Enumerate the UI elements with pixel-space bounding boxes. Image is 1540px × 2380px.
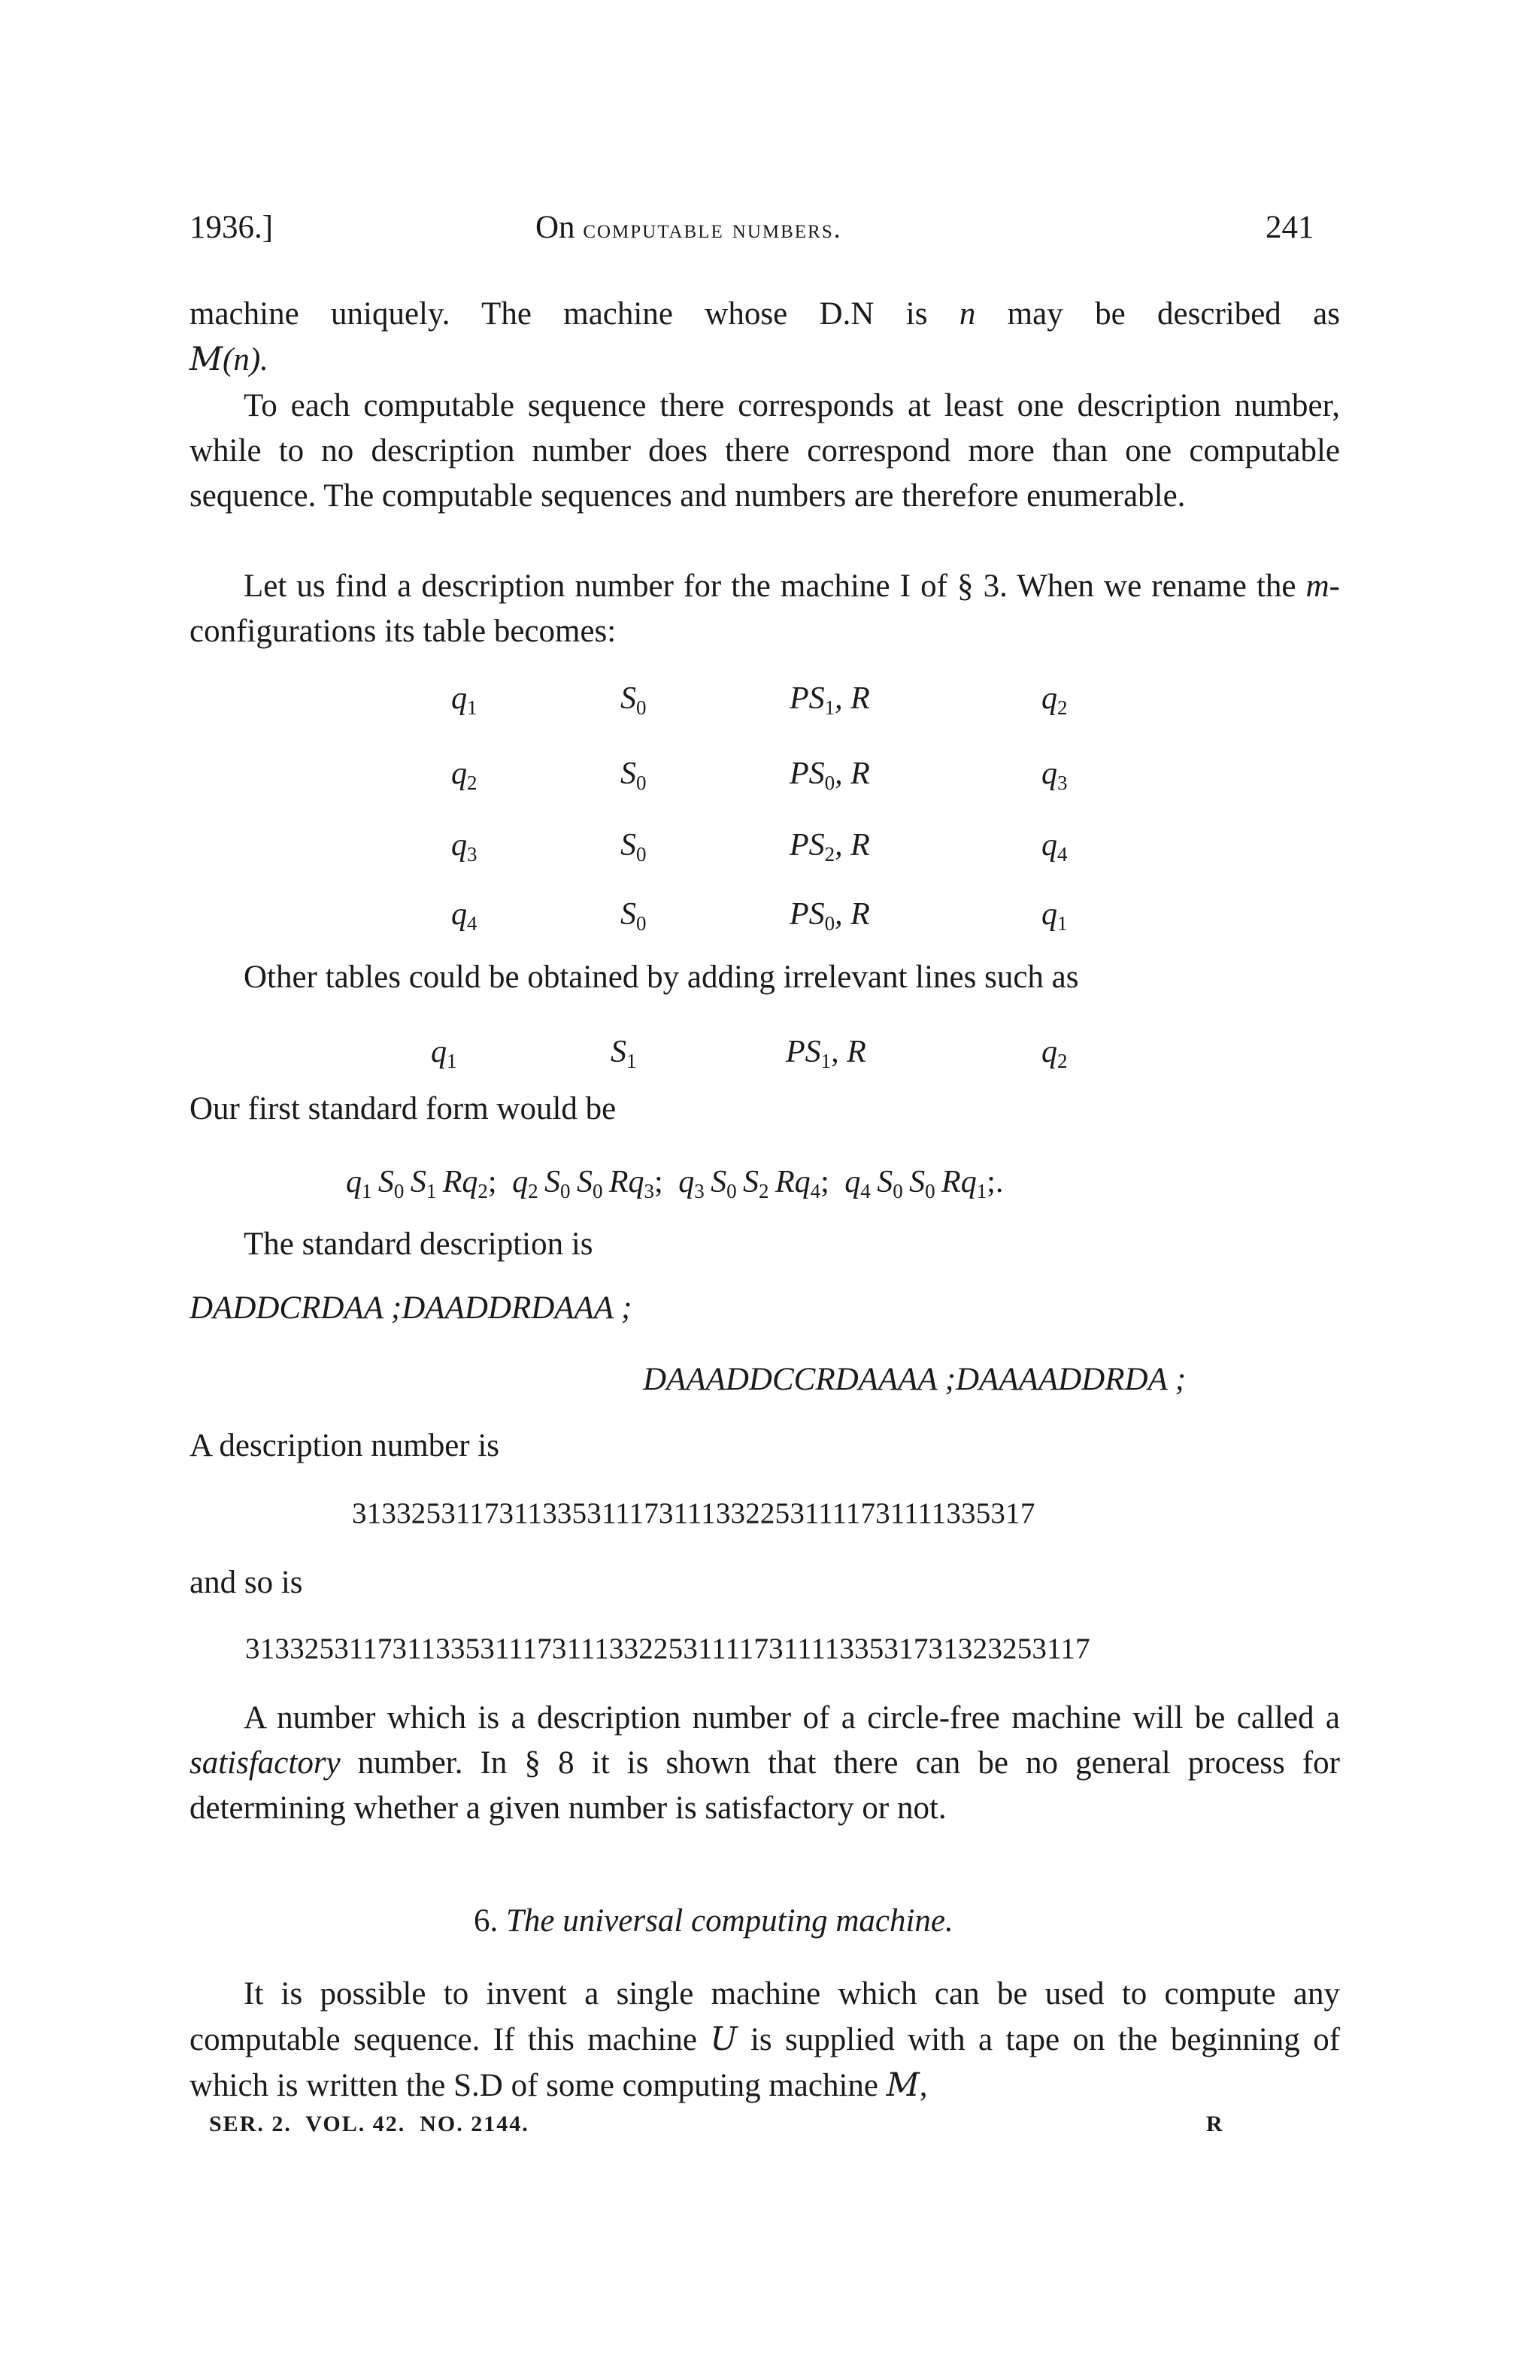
satisfactory-term: satisfactory xyxy=(189,1745,341,1781)
paragraph-find xyxy=(189,564,1340,654)
paragraph-find-b: -configurations its table becomes: xyxy=(189,568,1340,649)
intro-text-b: may be described as xyxy=(975,296,1340,332)
section-number: 6. xyxy=(474,1903,499,1939)
symbol-cell: $S_0$ xyxy=(620,828,647,866)
page-number: 241 xyxy=(1266,210,1314,245)
other-tables-text: Other tables could be obtained by adding irrelevant lines such as xyxy=(244,960,1079,995)
header-year: 1936.] xyxy=(189,210,274,245)
paragraph-find-a: Let us find a description number for the machine I of § 3. When we rename the xyxy=(244,568,1306,604)
paragraph-universal-a: It is possible to invent a single machine which can be used to compute any computable sequence. If this machine xyxy=(189,1976,1340,2057)
paragraph-satisfactory-b: number. In § 8 it is shown that there can be no general process for determining whether a given number is satisfactory or not. xyxy=(189,1745,1340,1826)
next-state-cell: $q_2$ xyxy=(1041,681,1068,719)
symbol-cell: $S_1$ xyxy=(611,1035,637,1072)
universal-machine-symbol: U xyxy=(710,2021,738,2058)
paragraph-satisfactory-a: A number which is a description number of a circle-free machine will be called a xyxy=(244,1700,1340,1736)
state-cell: $q_4$ xyxy=(451,897,477,935)
next-state-cell: $q_3$ xyxy=(1041,756,1068,794)
operation-cell: $PS_2$, R xyxy=(790,828,870,866)
header-title xyxy=(535,209,842,246)
footer-series: SER. 2. xyxy=(209,2112,292,2136)
operation-cell: $PS_1$, R xyxy=(790,681,870,719)
next-state-cell: $q_1$ xyxy=(1041,897,1068,935)
paragraph-satisfactory xyxy=(189,1696,1340,1831)
description-number-2: 3133253117311335311173111332253111173111133531731323253117 xyxy=(245,1633,1090,1665)
standard-form-term: $q_2$ $S_0$ $S_0$ $Rq_3$; xyxy=(512,1165,671,1202)
state-cell: $q_2$ xyxy=(451,756,477,794)
state-cell: $q_1$ xyxy=(451,681,477,719)
next-state-cell: $q_4$ xyxy=(1041,828,1068,866)
standard-description-line-1: DADDCRDAA ;DAADDRDAAA ; xyxy=(189,1290,632,1326)
state-cell: $q_1$ xyxy=(431,1035,457,1072)
and-so-is-text: and so is xyxy=(189,1565,303,1600)
intro-text-a: machine uniquely. The machine whose D.N is xyxy=(189,296,959,332)
paragraph-universal-b: is supplied with a tape on the beginning of which is written the S.D of some computing machine xyxy=(189,2022,1341,2103)
symbol-cell: $S_0$ xyxy=(620,756,647,794)
paragraph-enumerable xyxy=(189,384,1340,519)
operation-cell: $PS_1$, R xyxy=(786,1035,866,1072)
paragraph-universal-c: , xyxy=(919,2068,928,2103)
n-variable: n xyxy=(959,296,976,332)
description-number: 31332531173113353111731113322531111731111335317 xyxy=(352,1497,1035,1530)
operation-cell: $PS_0$, R xyxy=(790,756,870,794)
standard-description-line-2: DAAADDCCRDAAAA ;DAAAADDRDA ; xyxy=(643,1362,1187,1397)
standard-form-term: $q_4$ $S_0$ $S_0$ $Rq_1$;. xyxy=(844,1165,1004,1202)
symbol-cell: $S_0$ xyxy=(620,681,647,719)
intro-paragraph xyxy=(189,292,1340,383)
computing-machine-symbol: M xyxy=(886,2066,920,2104)
standard-form-term: $q_3$ $S_0$ $S_2$ $Rq_4$; xyxy=(678,1165,838,1202)
standard-form-text: Our first standard form would be xyxy=(189,1091,617,1126)
standard-description-text: The standard description is xyxy=(244,1226,593,1262)
machine-arg: (n). xyxy=(223,342,268,377)
description-number-text: A description number is xyxy=(189,1428,500,1463)
state-cell: $q_3$ xyxy=(451,828,477,866)
m-variable: m xyxy=(1305,568,1329,604)
header-title-rest: computable numbers. xyxy=(583,214,842,244)
footer-signature-mark: R xyxy=(1206,2112,1224,2136)
machine-symbol: M xyxy=(189,341,223,378)
section-heading xyxy=(474,1902,953,1939)
symbol-cell: $S_0$ xyxy=(620,897,647,935)
header-title-first: On xyxy=(535,210,575,245)
footer-signature-line xyxy=(209,2112,529,2137)
footer-number: NO. 2144. xyxy=(420,2112,529,2136)
standard-form-expression xyxy=(346,1164,1003,1200)
next-state-cell: $q_2$ xyxy=(1041,1035,1068,1072)
section-title: The universal computing machine. xyxy=(506,1903,953,1939)
footer-volume: VOL. 42. xyxy=(305,2112,406,2136)
paragraph-enumerable-text: To each computable sequence there corresponds at least one description number, while to no description number does there correspond more than one computable sequence. The computable sequences and numbers are therefore enumerable. xyxy=(189,388,1340,514)
standard-form-term: $q_1$ $S_0$ $S_1$ $Rq_2$; xyxy=(346,1165,505,1202)
paragraph-universal xyxy=(189,1972,1340,2109)
operation-cell: $PS_0$, R xyxy=(790,897,870,935)
